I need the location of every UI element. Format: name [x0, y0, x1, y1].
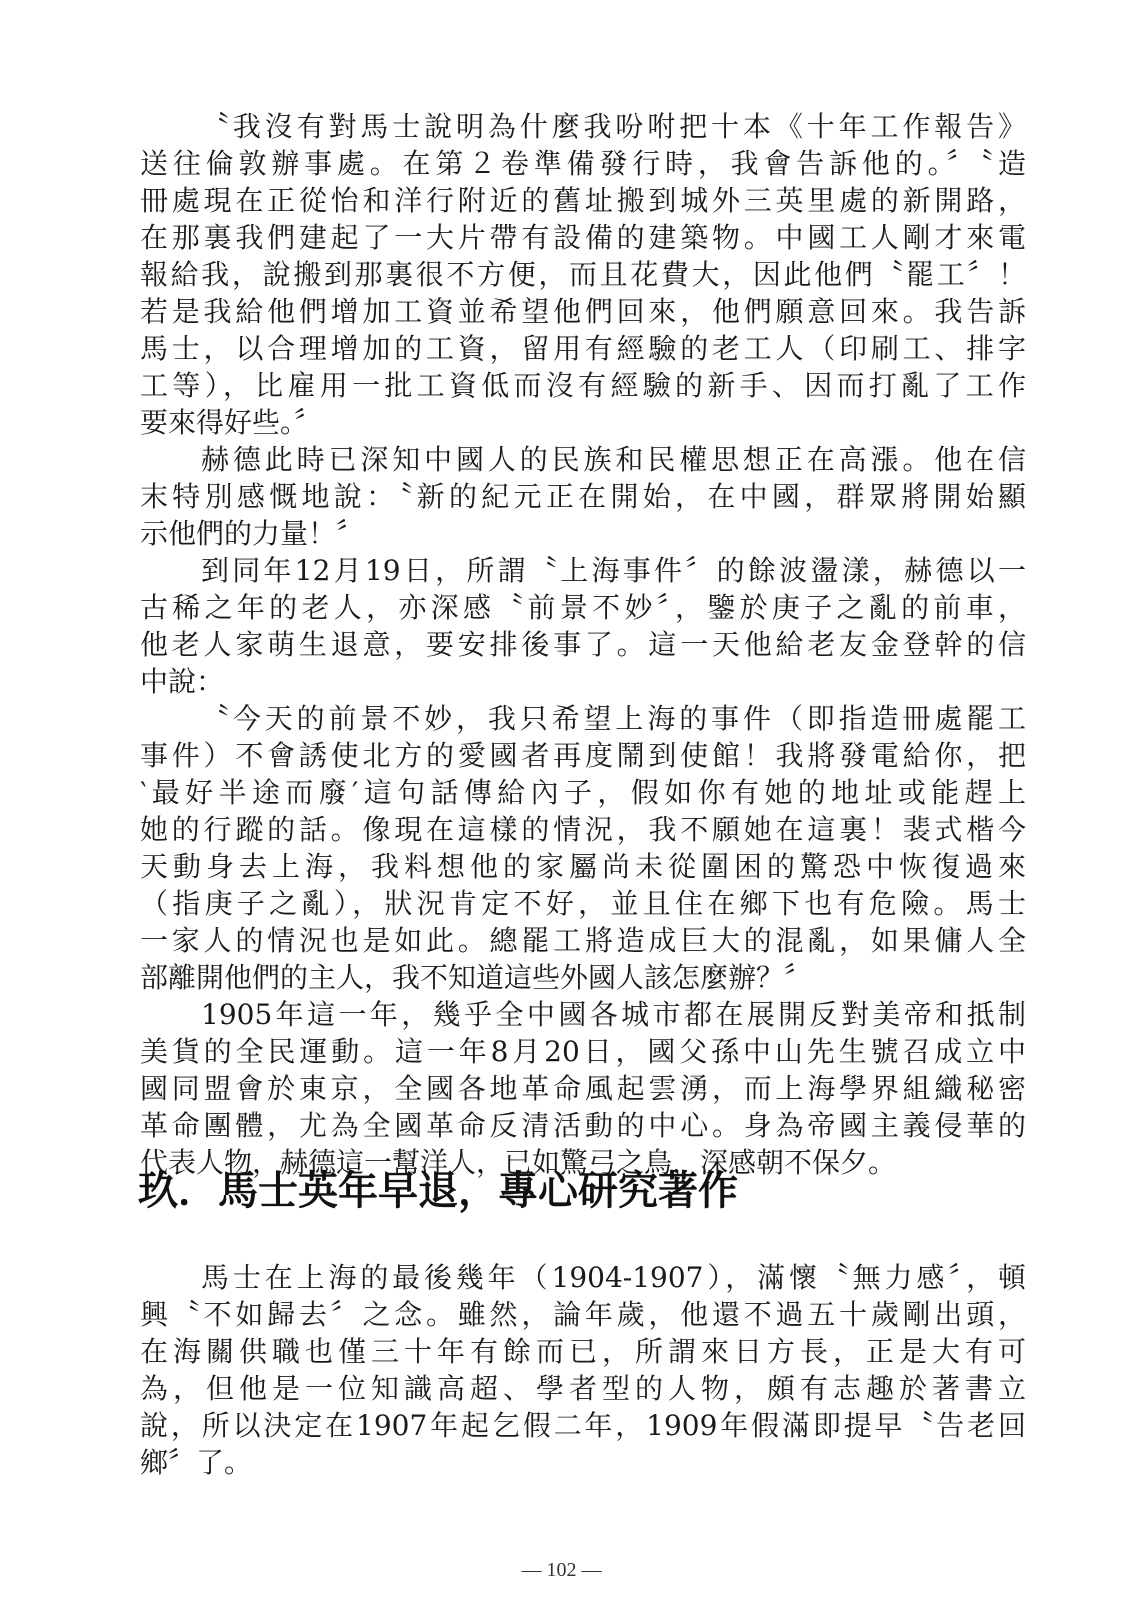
text-line: 部離開他們的主人，我不知道這些外國人該怎麼辦？〞: [140, 961, 813, 994]
text-line: 赫德此時已深知中國人的民族和民權思想正在高漲。他在信: [201, 443, 1026, 476]
text-line: 到同年12月19日，所謂〝上海事件〞的餘波盪漾，赫德以一: [201, 554, 1026, 587]
text-line: 馬士，以合理增加的工資，留用有經驗的老工人（印刷工、排字: [140, 332, 1026, 365]
text-line: 興〝不如歸去〞之念。雖然，論年歲，他還不過五十歲剛出頭，: [140, 1298, 1026, 1331]
text-line: 事件）不會誘使北方的愛國者再度鬧到使館！我將發電給你，把: [140, 739, 1026, 772]
text-line: 示他們的力量！〞: [140, 517, 365, 550]
text-line: （指庚子之亂），狀況肯定不好，並且住在鄉下也有危險。馬士: [140, 887, 1026, 920]
text-line: 天動身去上海，我料想他的家屬尚未從圍困的驚恐中恢復過來: [140, 850, 1026, 883]
text-line: 代表人物，赫德這一幫洋人，已如驚弓之鳥，深感朝不保夕。: [140, 1146, 897, 1179]
text-line: 工等），比雇用一批工資低而沒有經驗的新手、因而打亂了工作: [140, 369, 1026, 402]
text-line: 冊處現在正從怡和洋行附近的舊址搬到城外三英里處的新開路，: [140, 184, 1026, 217]
text-line: 他老人家萌生退意，要安排後事了。這一天他給老友金登幹的信: [140, 628, 1026, 661]
text-line: 送往倫敦辦事處。在第２卷準備發行時，我會告訴他的。〞〝造: [140, 147, 1026, 180]
text-line: 在海關供職也僅三十年有餘而已，所謂來日方長，正是大有可: [140, 1335, 1026, 1368]
text-line: 國同盟會於東京，全國各地革命風起雲湧，而上海學界組織秘密: [140, 1072, 1026, 1105]
text-line: 她的行蹤的話。像現在這樣的情況，我不願她在這裏！裴式楷今: [140, 813, 1026, 846]
text-line: 一家人的情況也是如此。總罷工將造成巨大的混亂，如果傭人全: [140, 924, 1026, 957]
text-line: 要來得好些。〞: [140, 406, 323, 439]
text-line: 古稀之年的老人，亦深感〝前景不妙〞，鑒於庚子之亂的前車，: [140, 591, 1026, 624]
text-line: 末特別感慨地說：〝新的紀元正在開始，在中國，群眾將開始顯: [140, 480, 1026, 513]
text-line: 〝今天的前景不妙，我只希望上海的事件（即指造冊處罷工: [201, 702, 1026, 735]
section-heading: 玖．馬士英年早退，專心研究著作: [138, 1168, 738, 1214]
text-line: 為，但他是一位知識高超、學者型的人物，頗有志趣於著書立: [140, 1372, 1026, 1405]
text-line: 在那裏我們建起了一大片帶有設備的建築物。中國工人剛才來電: [140, 221, 1026, 254]
text-line: 〝我沒有對馬士說明為什麼我吩咐把十本《十年工作報告》: [201, 110, 1026, 143]
text-line: ‵最好半途而廢′這句話傳給內子，假如你有她的地址或能趕上: [140, 776, 1026, 809]
text-line: 馬士在上海的最後幾年（1904-1907），滿懷〝無力感〞，頓: [201, 1261, 1026, 1294]
text-line: 報給我，說搬到那裏很不方便，而且花費大，因此他們〝罷工〞！: [140, 258, 1026, 291]
text-line: 1905年這一年，幾乎全中國各城市都在展開反對美帝和抵制: [201, 998, 1026, 1031]
text-line: 中說：: [140, 665, 225, 698]
text-line: 革命團體，尤為全國革命反清活動的中心。身為帝國主義侵華的: [140, 1109, 1026, 1142]
text-line: 說，所以決定在1907年起乞假二年，1909年假滿即提早〝告老回: [140, 1409, 1026, 1442]
text-line: 鄉〞了。: [140, 1446, 253, 1479]
text-line: 美貨的全民運動。這一年8月20日，國父孫中山先生號召成立中: [140, 1035, 1026, 1068]
page-number: — 102 —: [521, 1559, 602, 1581]
text-line: 若是我給他們增加工資並希望他們回來，他們願意回來。我告訴: [140, 295, 1026, 328]
